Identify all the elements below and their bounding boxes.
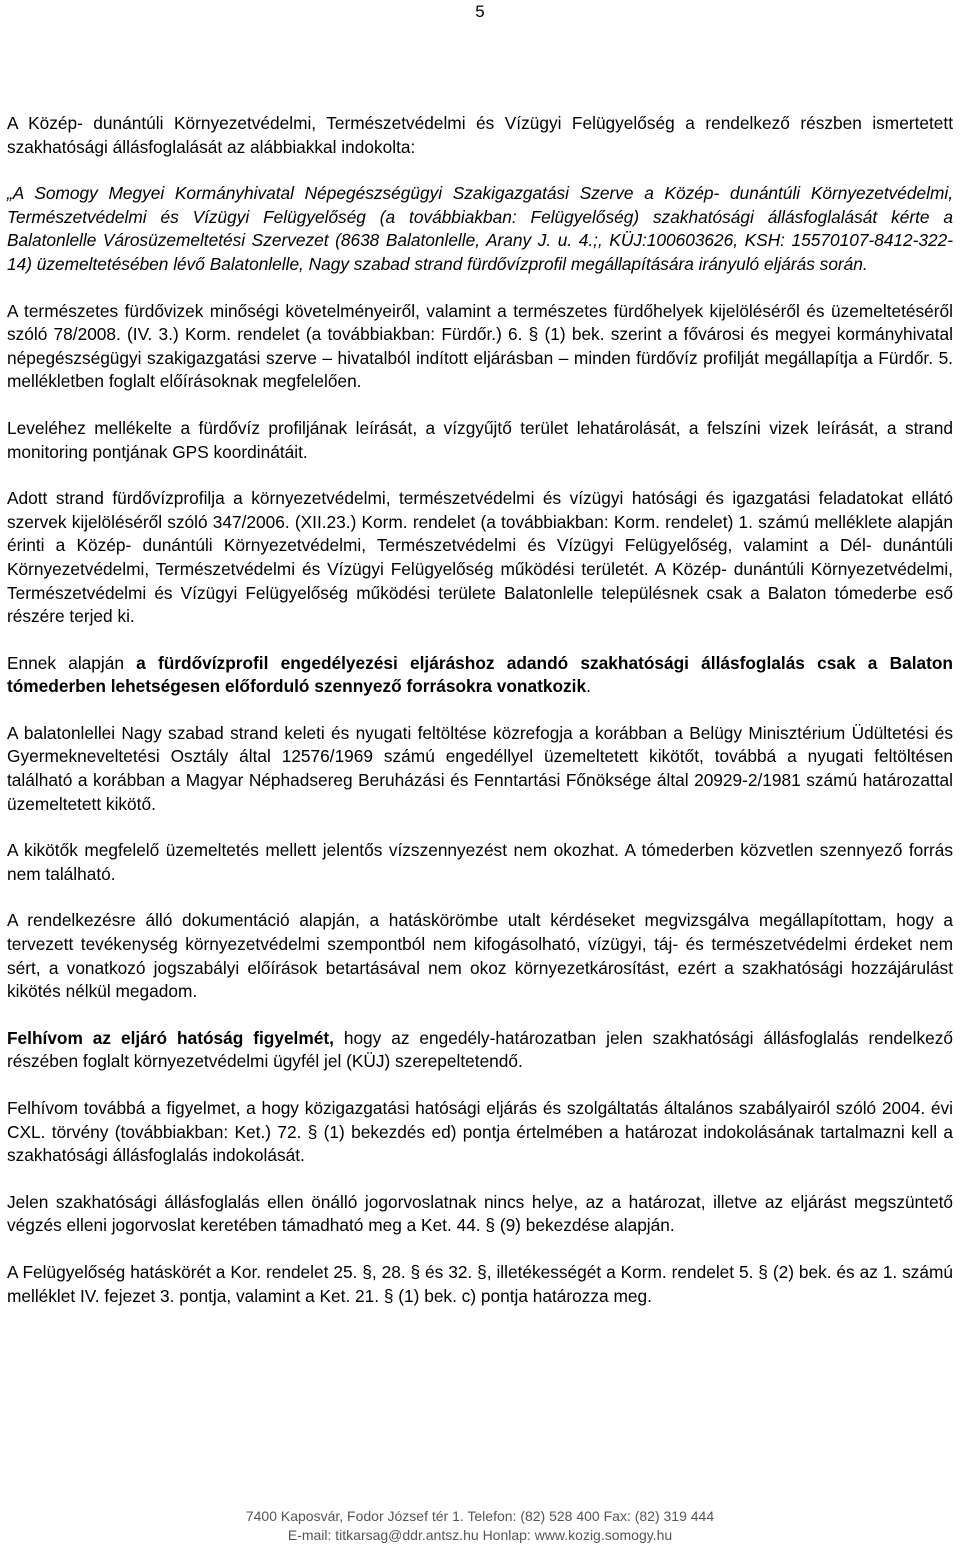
paragraph [7,182,953,276]
text-run: Ennek alapján [7,652,137,673]
paragraph [7,652,953,699]
paragraph [7,1097,953,1168]
text-run: Leveléhez mellékelte a fürdővíz profiljának leírását, a vízgyűjtő terület lehatárolását, a felszíni vizek leírását, a strand monitoring pontjának GPS koordinátáit. [7,417,953,462]
paragraph [7,722,953,816]
text-run: . [586,676,591,697]
body-text [7,112,953,1331]
paragraph [7,112,953,159]
bold-text: Felhívom az eljáró hatóság figyelmét, [7,1027,334,1048]
page-number: 5 [475,2,485,21]
paragraph [7,1027,953,1074]
paragraph [7,487,953,629]
text-run: Jelen szakhatósági állásfoglalás ellen önálló jogorvoslatnak nincs helye, az a határozat, illetve az eljárást megszüntető végzés elleni jogorvoslat keretében támadható meg a Ket. 44. § (9) bekezdése alapján. [7,1191,953,1236]
paragraph [7,839,953,886]
text-run: Felhívom továbbá a figyelmet, a hogy közigazgatási hatósági eljárás és szolgáltatás általános szabályairól szóló 2004. évi CXL. törvény (továbbiakban: Ket.) 72. § (1) bekezdés ed) pontja értelmében a határozat indokolásának tartalmazni kell a szakhatósági állásfoglalás indokolását. [7,1098,953,1166]
text-run: Adott strand fürdővízprofilja a környezetvédelmi, természetvédelmi és vízügyi hatósági és igazgatási feladatokat ellátó szervek kijelöléséről szóló 347/2006. (XII.23.) Korm. rendelet (a továbbiakban: Korm. rendelet) 1. számú melléklete alapján érinti a Közép- dunántúli Környezetvédelmi, Természetvédelmi és Vízügyi Felügyelőség, valamint a Dél- dunántúli Környezetvédelmi, Természetvédelmi és Vízügyi Felügyelőség működési területét. A Közép- dunántúli Környezetvédelmi, Természetvédelmi és Vízügyi Felügyelőség működési területe Balatonlelle településnek csak a Balaton tómederbe eső részére terjed ki. [7,488,953,627]
paragraph [7,1261,953,1308]
footer-contact: E-mail: titkarsag@ddr.antsz.hu Honlap: www.kozig.somogy.hu [287,1527,673,1543]
text-run: A kikötők megfelelő üzemeltetés mellett jelentős vízszennyezést nem okozhat. A tómederben közvetlen szennyező forrás nem található. [7,840,953,884]
text-run: A Közép- dunántúli Környezetvédelmi, Természetvédelmi és Vízügyi Felügyelőség a rendelkező részben ismertetett szakhatósági állásfoglalását az alábbiakkal indokolta: [7,113,953,157]
paragraph [7,909,953,1003]
paragraph [7,1191,953,1238]
text-run: „A Somogy Megyei Kormányhivatal Népegészségügyi Szakigazgatási Szerve a Közép- dunántúli Környezetvédelmi, Természetvédelmi és Vízügyi Felügyelőség (a továbbiakban: Felügyelőség) szakhatósági állásfoglalását kérte a Balatonlelle Városüzemeltetési Szervezet (8638 Balatonlelle, Arany J. u. 4.;, KÜJ:100603626, KSH: 15570107-8412-322-14) üzemeltetésében lévő Balatonlelle, Nagy szabad strand fürdővízprofil megállapítására irányuló eljárás során. [7,183,953,274]
text-run: A rendelkezésre álló dokumentáció alapján, a hatáskörömbe utalt kérdéseket megvizsgálva megállapítottam, hogy a tervezett tevékenység környezetvédelmi szempontból nem kifogásolható, vízügyi, táj- és természetvédelmi érdeket nem sért, a vonatkozó jogszabályi előírások betartásával nem okoz környezetkárosítást, ezért a szakhatósági hozzájárulást kikötés nélkül megadom. [7,910,953,1002]
text-run: hogy az engedély-határozatban jelen szakhatósági állásfoglalás rendelkező részében foglalt környezetvédelmi ügyfél jel (KÜJ) szerepeltetendő. [7,1027,953,1072]
footer-address: 7400 Kaposvár, Fodor József tér 1. Telefon: (82) 528 400 Fax: (82) 319 444 [245,1508,715,1524]
paragraph [7,417,953,464]
bold-text: a fürdővízprofil engedélyezési eljáráshoz adandó szakhatósági állásfoglalás csak a Balaton tómederben lehetségesen előforduló szennyező forrásokra vonatkozik [7,652,953,697]
text-run: A Felügyelőség hatáskörét a Kor. rendelet 25. §, 28. § és 32. §, illetékességét a Korm. rendelet 5. § (2) bek. és az 1. számú melléklet IV. fejezet 3. pontja, valamint a Ket. 21. § (1) bek. c) pontja határozza meg. [7,1261,953,1306]
text-run: A természetes fürdővizek minőségi követelményeiről, valamint a természetes fürdőhelyek kijelöléséről és üzemeltetéséről szóló 78/2008. (IV. 3.) Korm. rendelet (a továbbiakban: Fürdőr.) 6. § (1) bek. szerint a fővárosi és megyei kormányhivatal népegészségügyi szakigazgatási szerve – hivatalból indított eljárásban – minden fürdővíz profilját megállapítja a Fürdőr. 5. mellékletben foglalt előírásoknak megfelelően. [7,300,953,392]
paragraph [7,300,953,394]
text-run: A balatonlellei Nagy szabad strand keleti és nyugati feltöltése közrefogja a korábban a Belügy Minisztérium Üdültetési és Gyermekneveltetési Osztály által 12576/1969 számú engedéllyel üzemeltetett kikötőt, továbbá a nyugati feltöltésen található a korábban a Magyar Néphadsereg Beruházási és Fenntartási Főnöksége által 20929-2/1981 számú határozattal üzemeltetett kikötő. [7,722,953,814]
